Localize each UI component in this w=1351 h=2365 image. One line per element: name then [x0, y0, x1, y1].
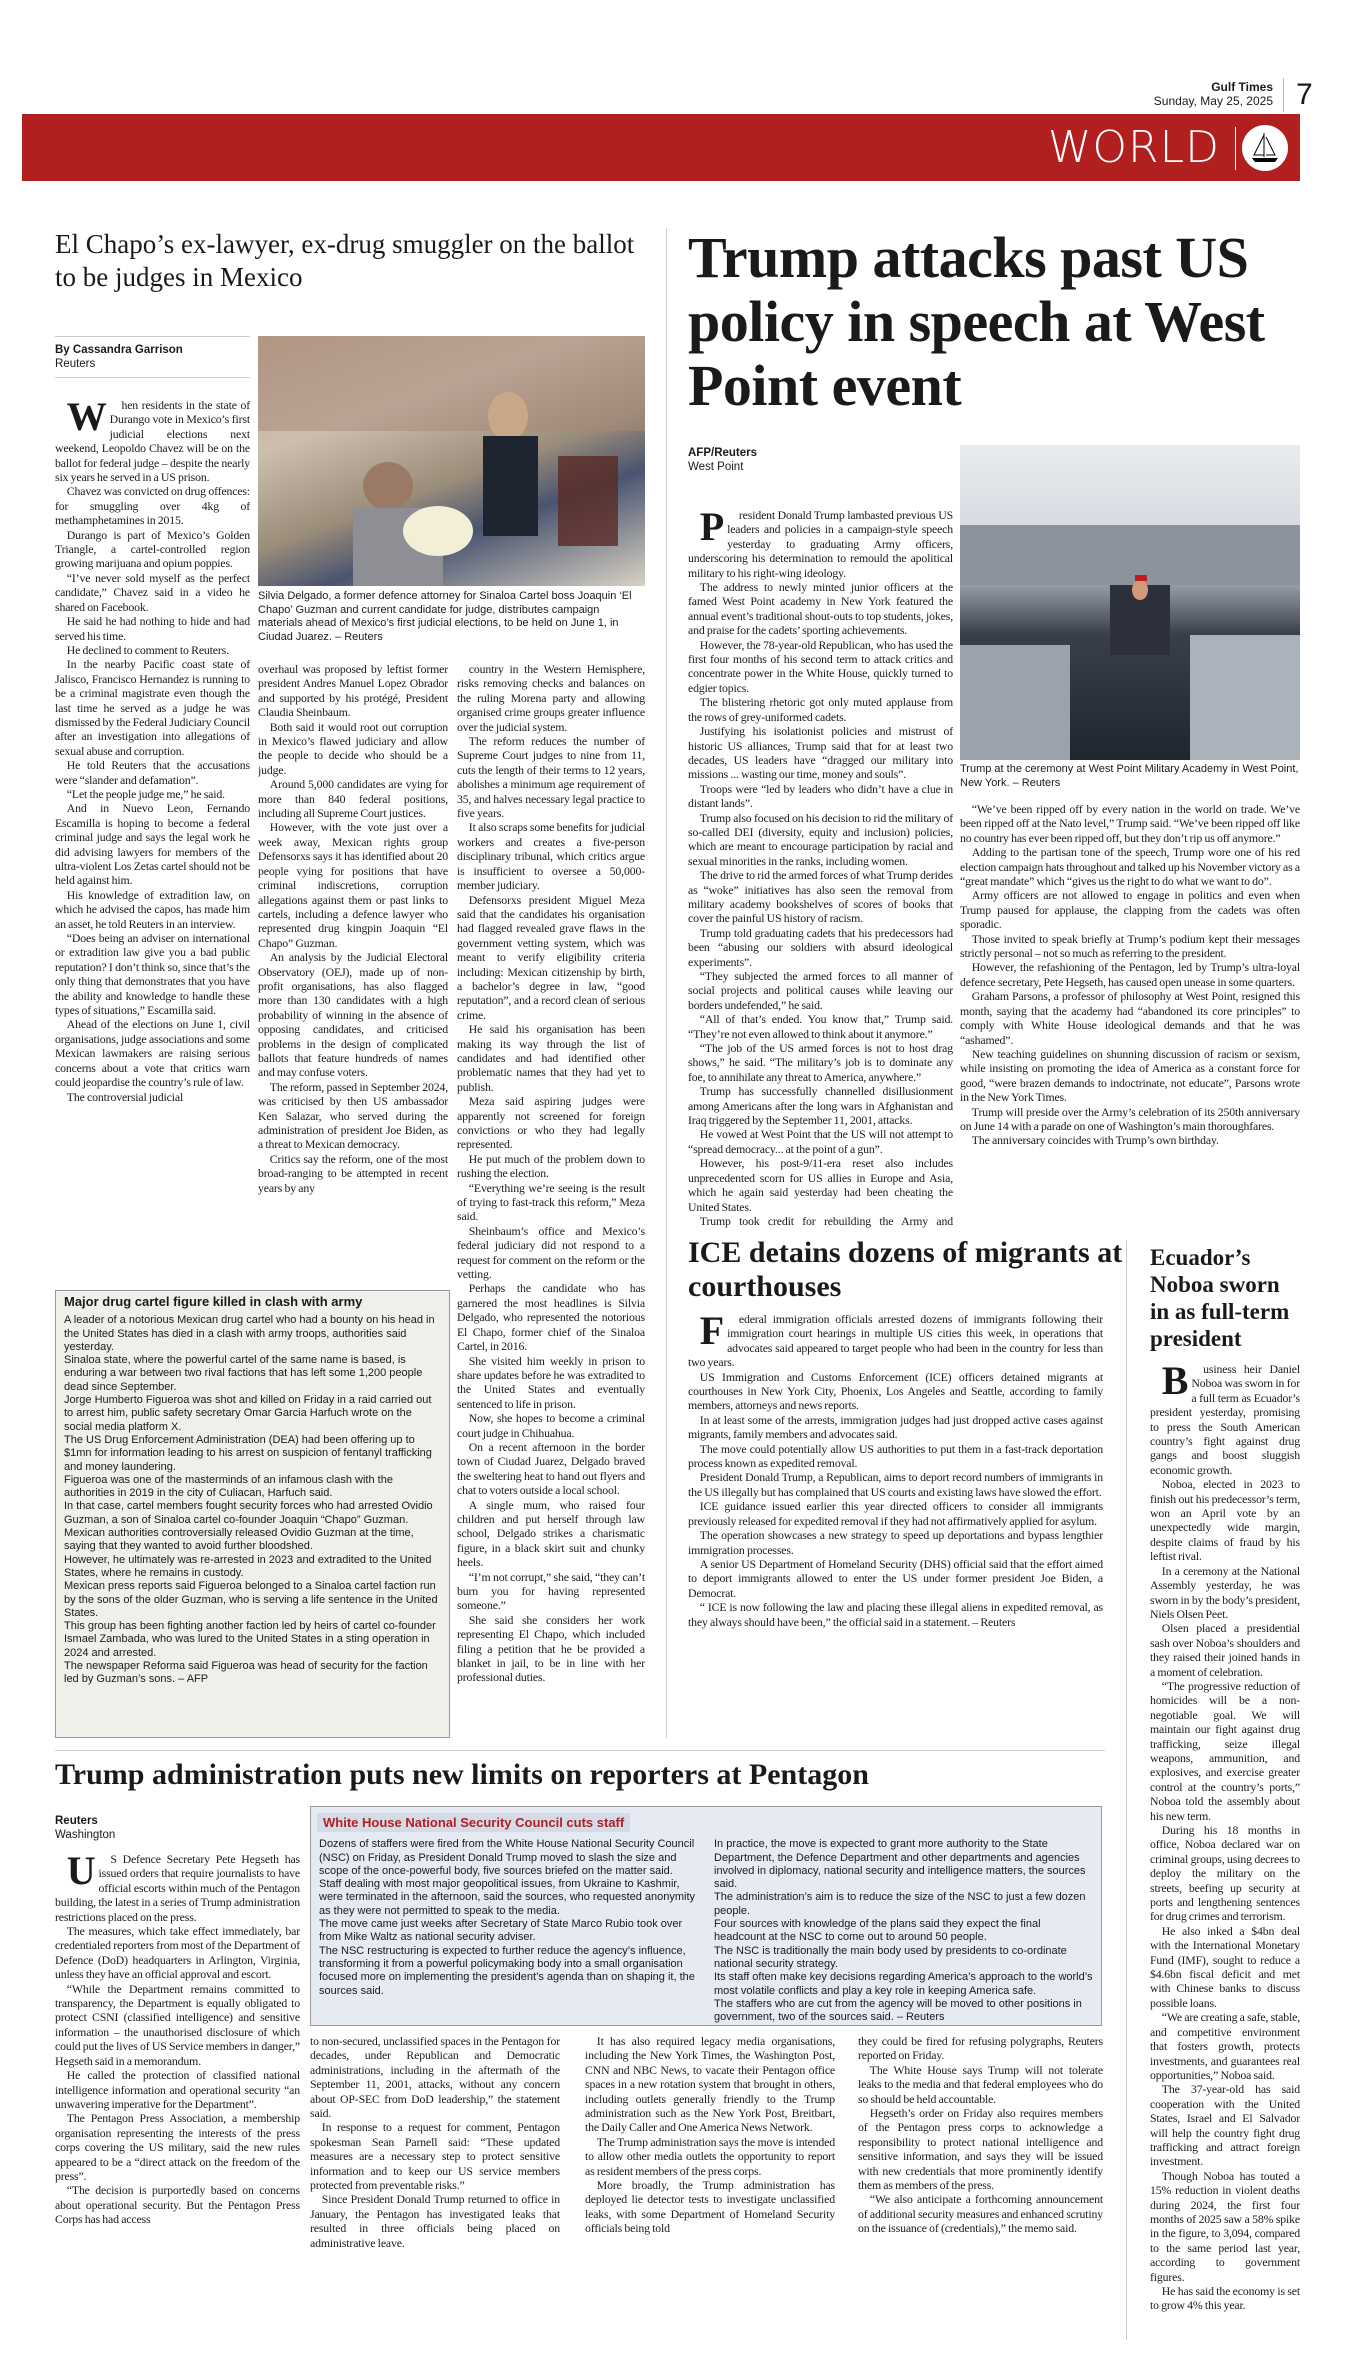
paragraph: He declined to comment to Reuters. — [66, 642, 229, 657]
chapo-column-2 — [258, 662, 448, 1277]
paragraph: He said his organisation has been making its way through the list of candidates and had identified other problematic names that they had yet to publish. — [457, 1022, 645, 1094]
paragraph: Four sources with knowledge of the plans said they expect the final headcount at the NSC to come out to around 50 people. — [714, 1918, 1041, 1944]
paragraph: Perhaps the candidate who has garnered the most headlines is Silvia Delgado, who represented the notorious El Chapo, former chief of the Sinaloa Cartel, in 2016. — [457, 1281, 645, 1354]
dateline: West Point — [688, 461, 744, 473]
paragraph: Its staff often make key decisions regarding America’s approach to the world’s most volatile conflicts and play a key role in keeping America safe. — [714, 1971, 1093, 1997]
paragraph: He said he had nothing to hide and had served his time. — [55, 614, 250, 643]
delgado-photo — [258, 336, 645, 586]
paragraph: The blistering rhetoric got only muted applause from the rows of grey-uniformed cadets. — [688, 695, 953, 724]
paragraph: “Does being an adviser on international or extradition law give you a bad public reputation? I don’t think so, since that’s the only thing that demonstrates that you have the ability and knowledge to handle these types of situations,” Escamilla said. — [55, 931, 250, 1018]
paragraph: She said she considers her work representing El Chapo, which included filing a petition that he be provided a blanket in jail, to be in line with her professional duties. — [457, 1612, 645, 1685]
agency: Reuters — [55, 1815, 98, 1827]
paragraph: Jorge Humberto Figueroa was shot and killed on Friday in a raid carried out to arrest him, public safety secretary Omar Garcia Harfuch wrote on the social media platform X. — [64, 1394, 432, 1433]
ecuador-body — [1150, 1362, 1300, 2342]
paragraph: Noboa, elected in 2023 to finish out his predecessor’s term, won an April vote by an unexpectedly wide margin, despite claims of fraud by his leftist rival. — [1150, 1477, 1300, 1564]
paragraph: Mexican press reports said Figueroa belonged to a Sinaloa cartel faction run by the sons of the older Guzman, who is serving a life sentence in the United States. — [64, 1580, 438, 1619]
paragraph: country in the Western Hemisphere, risks removing checks and balances on the ruling Morena party and allowing organised crime groups greater influence over the judicial system. — [457, 662, 645, 734]
section-title: WORLD — [1047, 122, 1220, 173]
paragraph: Chavez was convicted on drug offences: for smuggling over 4kg of methamphetamines in 2015. — [55, 484, 250, 528]
author: By Cassandra Garrison — [55, 344, 183, 356]
paragraph: Durango is part of Mexico’s Golden Triangle, a cartel-controlled region growing marijuana and opium poppies. — [55, 527, 250, 571]
paragraph: He called the protection of classified national intelligence information and operational security “an unwavering imperative for the Department”. — [55, 2068, 300, 2111]
paragraph: The address to newly minted junior officers at the famed West Point academy in New York featured the annual event’s traditional shout-outs to top students, jokes, and praise for the cadets’ sporting achievements. — [688, 580, 953, 638]
paragraph: “The progressive reduction of homicides will be a non-negotiable goal. We will maintain our fight against drug trafficking, seize illegal weapons, ammunition, and explosives, and exercise greater control at the country’s ports,” Noboa told the assembly about his new term. — [1150, 1678, 1300, 1823]
dateline: Washington — [55, 1829, 116, 1841]
agency: AFP/Reuters — [688, 447, 758, 459]
paragraph: they could be fired for refusing polygraphs, Reuters reported on Friday. — [858, 2034, 1103, 2063]
paragraph: ICE guidance issued earlier this year directed officers to consider all immigrants previously released for expedited removal if they had not affirmatively applied for asylum. — [688, 1499, 1103, 1528]
pentagon-byline — [55, 1808, 305, 1848]
paragraph: Defensorxs president Miguel Meza said that the candidates his organisation had flagged revealed grave flaws in the government vetting system, which was meant to verify eligibility criteria including: Mexican citizenship by birth, a bachelor’s degree in law, “good reputation”, and a record clean of serious crime. — [457, 892, 645, 1022]
paragraph: A leader of a notorious Mexican drug cartel who had a bounty on his head in the United States has died in a clash with army troops, authorities said yesterday. — [64, 1314, 435, 1353]
paragraph: “The decision is purportedly based on concerns about operational security. But the Pentagon Press Corps has had access — [55, 2183, 300, 2227]
paragraph: New teaching guidelines on shunning discussion of racism or sexism, while insisting on promoting the idea of America as a constant force for good, “were brazen demands to indoctrinate, not educate”, Parsons wrote in the New York Times. — [960, 1046, 1300, 1105]
column-divider — [666, 228, 667, 1738]
pentagon-headline: Trump administration puts new limits on reporters at Pentagon — [55, 1758, 869, 1791]
paragraph: Trump told graduating cadets that his predecessors had been “abusing our soldiers with absurd ideological experiments”. — [688, 925, 953, 969]
paragraph: In that case, cartel members fought security forces who had arrested Ovidio Guzman, a son of Sinaloa cartel co-founder Joaquin “Chapo” Guzman. — [64, 1500, 433, 1526]
paragraph: He vowed at West Point that the US will not attempt to “spread democracy... at the point of a gun”. — [688, 1127, 953, 1156]
chapo-column-1 — [55, 398, 250, 1278]
paragraph: “The job of the US armed forces is not to host drag shows,” he said. “The military’s job is to dominate any foe, to annihilate any threat to America, anywhere.” — [688, 1041, 953, 1084]
paragraph: And in Nuevo Leon, Fernando Escamilla is hoping to become a federal criminal judge and says the legal work he did advising lawyers for members of the ultra-violent Los Zetas cartel should not be held against him. — [55, 801, 250, 888]
paragraph: “They subjected the armed forces to all manner of social projects and political causes while leaving our borders undefended,” he said. — [688, 969, 953, 1012]
pentagon-column-3 — [585, 2034, 835, 2342]
paragraph: This group has been fighting another faction led by heirs of cartel co-founder Ismael Zambada, who was lured to the United States in a sting operation in 2024 and arrested. — [64, 1620, 436, 1659]
paragraph: The administration’s aim is to reduce the size of the NSC to just a few dozen people. — [714, 1891, 1086, 1917]
paragraph: The operation showcases a new strategy to speed up deportations and bypass lengthier immigration processes. — [688, 1528, 1103, 1557]
paragraph: More broadly, the Trump administration has deployed lie detector tests to investigate unclassified leaks, with some Department of Homeland Security officials being told — [585, 2178, 835, 2236]
dhow-boat-logo-icon — [1242, 125, 1288, 171]
paragraph: “All of that’s ended. You know that,” Trump said. “They’re not even allowed to think about it anymore.” — [688, 1012, 953, 1041]
paragraph: US Defence Secretary Pete Hegseth has issued orders that require journalists to have official escorts within much of the Pentagon building, the latest in a series of Trump administration restrictions placed on the press. — [55, 1852, 300, 1924]
paragraph: The US Drug Enforcement Administration (DEA) had been offering up to $1mn for information leading to his arrest on suspicion of fentanyl trafficking and money laundering. — [64, 1433, 432, 1473]
paragraph: Ahead of the elections on June 1, civil organisations, judge associations and some Mexican lawmakers are raising serious concerns about a vote that critics warn could jeopardise the country’s rule of law. — [55, 1017, 250, 1090]
paragraph: “ ICE is now following the law and placing these illegal aliens in expedited removal, as they always should have been,” the official said in a statement. – Reuters — [688, 1600, 1103, 1629]
cartel-box-title: Major drug cartel figure killed in clash with army — [64, 1294, 363, 1309]
issue-date: Sunday, May 25, 2025 — [1153, 94, 1273, 108]
paragraph: Though Noboa has touted a 15% reduction in violent deaths during 2024, the first four months of 2025 saw a 58% spike in the figure, to 3,094, compared to the same period last year, according to government figures. — [1150, 2168, 1300, 2284]
paragraph: Justifying his isolationist policies and mistrust of historic US alliances, Trump said that for at least two decades, US leaders have “dragged our military into missions ... wasting our time, money and souls”. — [688, 724, 953, 782]
paragraph: Business heir Daniel Noboa was sworn in for a full term as Ecuador’s president yesterday, promising to press the South American country’s fight against drug gangs and boost sluggish economic growth. — [1150, 1362, 1300, 1477]
nsc-box-title: White House National Security Council cuts staff — [317, 1813, 630, 1832]
paragraph: However, his post-9/11-era reset also includes unprecedented scorn for US allies in Europe and Asia, which he again said yesterday had been cheating the United States. — [688, 1156, 953, 1214]
cartel-box-body — [56, 1312, 449, 1688]
paragraph: The move could potentially allow US authorities to put them in a fast-track deportation process known as expedited removal. — [688, 1441, 1103, 1471]
paragraph: overhaul was proposed by leftist former president Andres Manuel Lopez Obrador and supported by his protégé, President Claudia Sheinbaum. — [258, 662, 448, 720]
ice-body — [688, 1312, 1103, 1747]
cartel-sidebar-box — [55, 1290, 450, 1738]
paragraph: The reform reduces the number of Supreme Court judges to nine from 11, cuts the length of their terms to 12 years, abolishes a minimum age requirement of 35, and halves necessary legal practice to five years. — [457, 734, 645, 821]
paragraph: Critics say the reform, one of the most broad-ranging to be attempted in recent years by any — [258, 1151, 448, 1195]
paragraph: Dozens of staffers were fired from the White House National Security Council (NSC) on Friday, as President Donald Trump moved to slash the size and scope of the once-powerful body, five sources briefed on the matter said. — [319, 1838, 695, 1877]
chapo-column-3 — [457, 662, 645, 1737]
ecuador-headline: Ecuador’s Noboa sworn in as full-term president — [1150, 1245, 1290, 1351]
paragraph: The reform, passed in September 2024, was criticised by then US ambassador Ken Salazar, who served during the administration of president Joe Biden, as a threat to Mexican democracy. — [258, 1079, 448, 1152]
paragraph: He also inked a $4bn deal with the International Monetary Fund (IMF), sought to reduce a $4.6bn fiscal deficit and met with Chinese banks to discuss possible loans. — [1150, 1923, 1300, 2010]
paragraph: US Immigration and Customs Enforcement (ICE) officers detained migrants at courthouses in New York City, Phoenix, Los Angeles and Seattle, according to family members, attorneys and news reports. — [688, 1369, 1103, 1413]
page-number: 7 — [1283, 78, 1313, 112]
paragraph: The White House says Trump will not tolerate leaks to the media and that federal employees who do so should be held accountable. — [858, 2062, 1103, 2106]
nsc-sidebar-box — [310, 1806, 1102, 2026]
paragraph: “We’ve been ripped off by every nation in the world on trade. We’ve been ripped off at the Nato level,” Trump said. “We’ve been ripped off like no country has ever been ripped off, but they don’t rip us off anymore.” — [960, 802, 1300, 845]
paragraph: “While the Department remains committed to transparency, the Department is equally obligated to protect CSNI (classified intelligence) and sensitive information – the unauthorised disclosure of which could put the lives of US Service members in danger,” Hegseth said in a memorandum. — [55, 1981, 300, 2068]
pentagon-column-1 — [55, 1852, 300, 2342]
chapo-byline — [55, 336, 250, 378]
paragraph: On a recent afternoon in the border town of Ciudad Juarez, Delgado braved the sweltering heat to hand out flyers and chat to voters outside a local school. — [457, 1439, 645, 1498]
paper-name: Gulf Times — [1211, 80, 1273, 94]
pentagon-column-4 — [858, 2034, 1103, 2342]
paragraph: Trump took credit for rebuilding the Army and — [699, 1213, 953, 1228]
paragraph: The 37-year-old has said cooperation with the United States, Israel and El Salvador will help the country fight drug trafficking and attract foreign investment. — [1150, 2082, 1300, 2169]
paragraph: The drive to rid the armed forces of what Trump derides as “woke” initiatives has also seen the removal from military academy bookshelves of scores of books that cover the painful US history of racism. — [688, 868, 953, 926]
paragraph: However, he ultimately was re-arrested in 2023 and extradited to the United States, where he remains in custody. — [64, 1553, 432, 1579]
paragraph: Olsen placed a presidential sash over Noboa’s shoulders and they raised their joined hands in a moment of celebration. — [1150, 1621, 1300, 1679]
paragraph: Both said it would root out corruption in Mexico’s flawed judiciary and allow the people to decide who should be a judge. — [258, 719, 448, 777]
paragraph: The measures, which take effect immediately, bar credentialed reporters from most of the Department of Defence (DoD) headquarters in Arlington, Virginia, unless they have an official approval and escort. — [55, 1924, 300, 1982]
paragraph: The staffers who are cut from the agency will be moved to other positions in government, two of the sources said. – Reuters — [714, 1997, 1082, 2024]
ice-headline: ICE detains dozens of migrants at courthouses — [688, 1236, 1123, 1303]
paragraph: Meza said aspiring judges were apparently not screened for foreign convictions or who they had legally represented. — [457, 1094, 645, 1152]
paragraph: In the nearby Pacific coast state of Jalisco, Francisco Hernandez is running to be a criminal magistrate even though the last time he served as a judge he was dismissed by the Federal Judiciary Council after an investigation into allegations of sexual abuse and corruption. — [55, 657, 250, 758]
section-rule — [55, 1750, 1105, 1751]
paragraph: She visited him weekly in prison to share updates before he was extradited to the United States and eventually sentenced to life in prison. — [457, 1353, 645, 1411]
westpoint-photo-caption: Trump at the ceremony at West Point Military Academy in West Point, New York. – Reuters — [960, 763, 1299, 789]
paragraph: In at least some of the arrests, immigration judges had just dropped active cases against migrants, family members and advocates said. — [688, 1412, 1103, 1442]
paragraph: “I’m not corrupt,” she said, “they can’t burn you for having represented someone.” — [457, 1569, 645, 1613]
paragraph: The anniversary coincides with Trump’s own birthday. — [971, 1133, 1219, 1148]
paragraph: Figueroa was one of the masterminds of an infamous clash with the authorities in 2019 in the city of Culiacan, Harfuch said. — [64, 1473, 393, 1500]
paragraph: The newspaper Reforma said Figueroa was head of security for the faction led by Guzman’s sons. – AFP — [64, 1660, 428, 1686]
paragraph: In practice, the move is expected to grant more authority to the State Department, the Defence Department and other departments and agencies involved in diplomacy, national security and intelligence matters, the sources said. — [714, 1838, 1086, 1891]
paragraph: President Donald Trump, a Republican, aims to deport record numbers of immigrants in the US illegally but has complained that US courts and existing laws have slowed the effort. — [688, 1470, 1103, 1499]
column-divider — [1126, 1240, 1127, 2340]
westpoint-column-1 — [688, 508, 953, 1228]
paragraph: The NSC is traditionally the main body used by presidents to co-ordinate national security strategy. — [714, 1944, 1067, 1970]
paragraph: “We also anticipate a forthcoming announcement of additional security measures and enhanced scrutiny on the issuance of (credentials),” the memo said. — [858, 2192, 1103, 2236]
paragraph: “Let the people judge me,” he said. — [66, 786, 225, 801]
paragraph: In response to a request for comment, Pentagon spokesman Sean Parnell said: “These updated measures are a necessary step to protect sensitive information and to keep our US service members protected from preventable risks.” — [310, 2120, 560, 2193]
paragraph: Now, she hopes to become a criminal court judge in Chihuahua. — [457, 1411, 645, 1440]
divider — [1235, 127, 1236, 170]
paragraph: Graham Parsons, a professor of philosophy at West Point, resigned this month, saying that the academy had “abandoned its core principles” to comply with White House ideological demands and that he was “ashamed”. — [960, 989, 1300, 1047]
paragraph: However, with the vote just over a week away, Mexican rights group Defensorxs says it has identified about 20 people vying for positions that have criminal indiscretions, corruption allegations against them or past links to cartels, including a defence lawyer who represented drug kingpin Joaquin “El Chapo” Guzman. — [258, 820, 448, 950]
paragraph: The controversial judicial — [66, 1089, 184, 1104]
paragraph: Around 5,000 candidates are vying for more than 840 federal positions, including all Supreme Court justices. — [258, 777, 448, 821]
masthead-meta — [1154, 80, 1273, 108]
paragraph: Since President Donald Trump returned to office in January, the Pentagon has investigated leaks that resulted in three officials being placed on administrative leave. — [310, 2192, 560, 2250]
westpoint-byline — [688, 440, 948, 480]
westpoint-column-2 — [960, 802, 1300, 1228]
paragraph: to non-secured, unclassified spaces in the Pentagon for decades, under Republican and Democratic administrations, including in the aftermath of the September 11, 2001, attacks, without any concern about OP-SEC from DoD leadership,” the statement said. — [310, 2034, 560, 2121]
paragraph: Staff dealing with most major geopolitical issues, from Ukraine to Kashmir, were terminated in the afternoon, said the sources, who requested anonymity as they were not permitted to speak to the media. — [319, 1878, 696, 1917]
section-banner — [22, 114, 1300, 181]
paragraph: “Everything we’re seeing is the result of trying to fast-track this reform,” Meza said. — [457, 1180, 645, 1224]
paragraph: He has said the economy is set to grow 4% this year. — [1150, 2284, 1300, 2313]
paragraph: Sheinbaum’s office and Mexico’s federal judiciary did not respond to a request for comment on the reform or the vetting. — [457, 1223, 645, 1282]
paragraph: Sinaloa state, where the powerful cartel of the same name is based, is enduring a war between two rival factions that has left some 1,200 people dead since September. — [64, 1354, 423, 1393]
paragraph: Trump has successfully channelled disillusionment among Americans after the long wars in Afghanistan and Iraq triggered by the September 11, 2001, attacks. — [688, 1084, 953, 1128]
westpoint-photo — [960, 445, 1300, 760]
paragraph: Army officers are not allowed to engage in politics and even when Trump paused for applause, the clapping from the cadets was often sporadic. — [960, 888, 1300, 932]
paragraph: Those invited to speak briefly at Trump’s podium kept their messages strictly personal – not so much as referring to the president. — [960, 931, 1300, 961]
paragraph: “We are creating a safe, stable, and competitive environment that fosters growth, protects investments, and guarantees real opportunities,” Noboa said. — [1150, 2010, 1300, 2082]
paragraph: Troops were “led by leaders who didn’t have a clue in distant lands”. — [688, 781, 953, 811]
paragraph: However, the refashioning of the Pentagon, led by Trump’s ultra-loyal defence secretary, Pete Hegseth, has caused open unease in some quarters. — [960, 960, 1300, 989]
paragraph: Adding to the partisan tone of the speech, Trump wore one of his red election campaign hats throughout and talked up his November victory as a “great mandate” which “gives us the right to do what we want to do”. — [960, 845, 1300, 889]
chapo-headline: El Chapo’s ex-lawyer, ex-drug smuggler on the ballot to be judges in Mexico — [55, 229, 635, 292]
paragraph: It has also required legacy media organisations, including the New York Times, the Washington Post, CNN and NBC News, to vacate their Pentagon office spaces in a new rotation system that brought in others, including outlets generally friendly to the Trump administration such as the New York Post, Breitbart, the Daily Caller and One America News Network. — [585, 2034, 835, 2135]
nsc-box-right — [714, 1838, 1093, 2024]
nsc-box-left — [319, 1838, 698, 2024]
paragraph: Mexican authorities controversially released Ovidio Guzman at the time, saying that they wanted to avoid further bloodshed. — [64, 1527, 414, 1553]
paragraph: In a ceremony at the National Assembly yesterday, he was sworn in by the body’s president, Niels Olsen Peet. — [1150, 1563, 1300, 1621]
paragraph: His knowledge of extradition law, on which he advised the capos, has made him an asset, he told Reuters in an interview. — [55, 887, 250, 931]
paragraph: He put much of the problem down to rushing the election. — [457, 1151, 645, 1181]
paragraph: When residents in the state of Durango vote in Mexico’s first judicial elections next weekend, Leopoldo Chavez will be on the ballot for federal judge – despite the nearly six years he served in a US prison. — [55, 398, 250, 485]
paragraph: The Pentagon Press Association, a membership organisation representing the interests of the press corps covering the US military, said the new rules appeared to be a “direct attack on the freedom of the press”. — [55, 2111, 300, 2183]
paragraph: Hegseth’s order on Friday also requires members of the Pentagon press corps to acknowledge a responsibility to protect national intelligence and sensitive information, and says they will be issued with new credentials that more prominently identify them as members of the press. — [858, 2106, 1103, 2193]
paragraph: Federal immigration officials arrested dozens of immigrants following their immigration court hearings in multiple US cities this week, in operations that advocates said appeared to target people who had been in the country for less than two years. — [688, 1312, 1103, 1370]
pentagon-column-2 — [310, 2034, 560, 2342]
paragraph: It also scraps some benefits for judicial workers and creates a five-person disciplinary tribunal, which critics argue is insufficient to oversee a 50,000-member judiciary. — [457, 820, 645, 893]
paragraph: Trump will preside over the Army’s celebration of its 250th anniversary on June 14 with a parade on one of Washington’s main thoroughfares. — [960, 1104, 1300, 1133]
paragraph: During his 18 months in office, Noboa declared war on criminal groups, using decrees to deploy the military on the streets, beefing up security at ports and lengthening sentences for drug crimes and terrorism. — [1150, 1823, 1300, 1924]
paragraph: He told Reuters that the accusations were “slander and defamation”. — [55, 758, 250, 787]
paragraph: President Donald Trump lambasted previous US leaders and policies in a campaign-style speech yesterday to graduating Army officers, underscoring his determination to remould the apolitical military to his right-wing ideology. — [688, 508, 953, 580]
chapo-photo-caption: Silvia Delgado, a former defence attorney for Sinaloa Cartel boss Joaquin ‘El Chapo’ Guzman and current candidate for judge, distributes campaign materials ahead of Mexico’s first judicial elections, to be held on June 1, in Ciudad Juarez. – Reuters — [258, 590, 632, 643]
paragraph: The move came just weeks after Secretary of State Marco Rubio took over from Mike Waltz as national security adviser. — [319, 1918, 683, 1944]
westpoint-headline: Trump attacks past US policy in speech at West Point event — [688, 225, 1265, 418]
paragraph: An analysis by the Judicial Electoral Observatory (OEJ), made up of non-profit organisations, has also flagged more than 130 candidates with a high probability of winning in the absence of opposing candidates, and criticised problems in the design of complicated ballots that feature hundreds of names and may confuse voters. — [258, 950, 448, 1080]
paragraph: The NSC restructuring is expected to further reduce the agency’s influence, transforming it from a powerful policymaking body into a small organisation focused more on implementing the president’s agenda than on shaping it, the sources said. — [319, 1944, 695, 1997]
paragraph: A senior US Department of Homeland Security (DHS) official said that the effort aimed to deport immigrants allowed to enter the US under former president Joe Biden, a Democrat. — [688, 1556, 1103, 1600]
paragraph: Trump also focused on his decision to rid the military of so-called DEI (diversity, equity and inclusion) policies, which are meant to encourage participation by racial and sexual minorities in the ranks, including women. — [688, 810, 953, 868]
agency: Reuters — [55, 358, 96, 370]
paragraph: However, the 78-year-old Republican, who has used the first four months of his second term to attack critics and concentrate power in the White House, quickly turned to edgier topics. — [688, 637, 953, 695]
paragraph: The Trump administration says the move is intended to allow other media outlets the opportunity to report as resident members of the press corps. — [585, 2134, 835, 2178]
paragraph: “I’ve never sold myself as the perfect candidate,” Chavez said in a video he shared on Facebook. — [55, 570, 250, 614]
paragraph: A single mum, who raised four children and put herself through law school, Delgado strikes a charismatic figure, in a black skirt suit and chunky heels. — [457, 1497, 645, 1570]
